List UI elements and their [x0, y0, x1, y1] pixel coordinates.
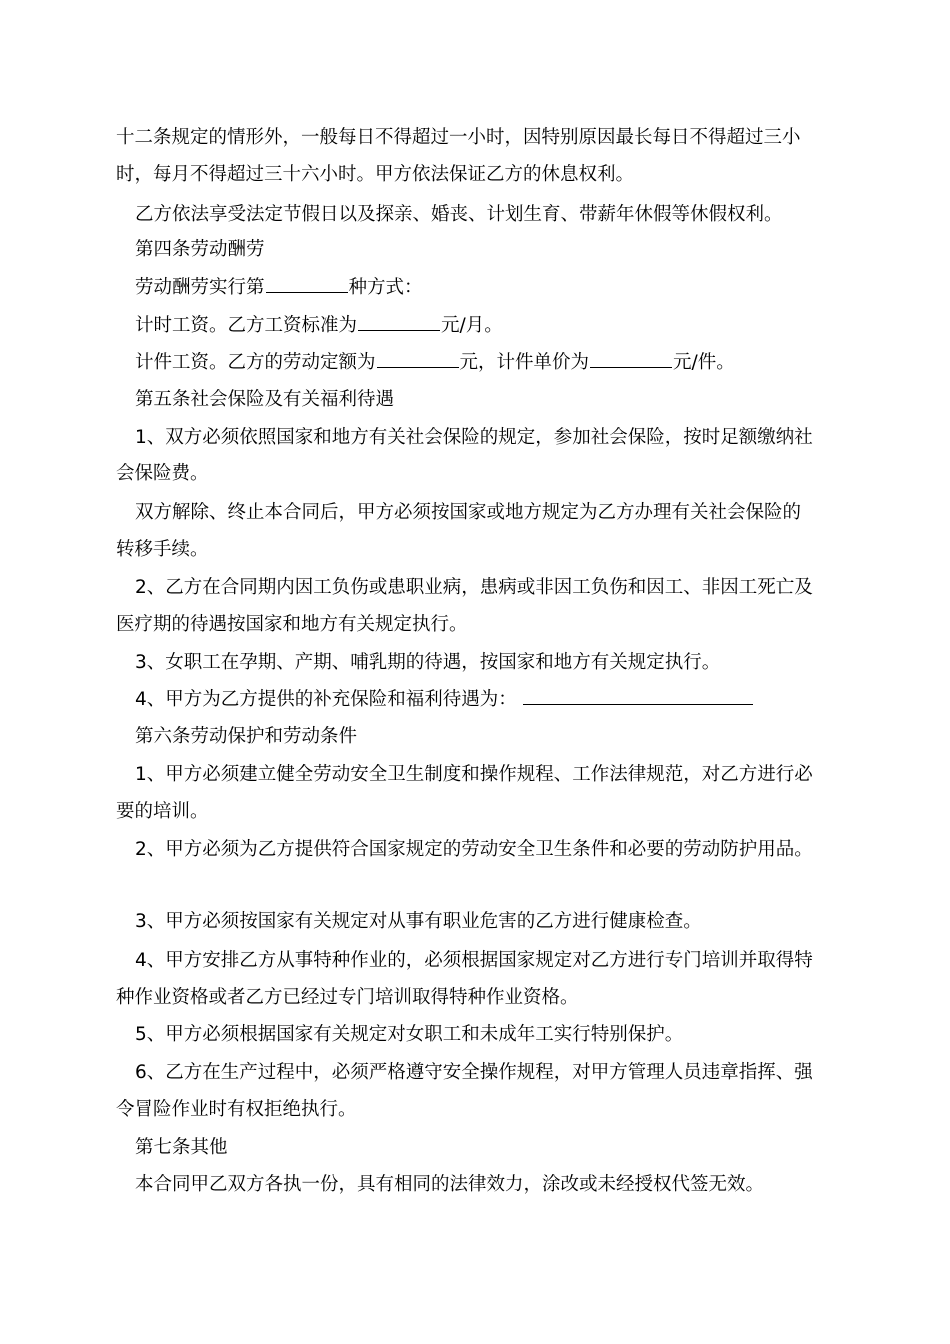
text-segment: 4、甲方为乙方提供的补充保险和福利待遇为： [135, 689, 517, 710]
text-segment: 计件工资。乙方的劳动定额为 [135, 352, 376, 373]
text-line: 3、女职工在孕期、产期、哺乳期的待遇，按国家和地方有关规定执行。 [135, 652, 721, 673]
text-line: 十二条规定的情形外，一般每日不得超过一小时，因特别原因最长每日不得超过三小 [116, 127, 801, 148]
text-line: 1、双方必须依照国家和地方有关社会保险的规定，参加社会保险，按时足额缴纳社 [135, 427, 813, 448]
text-line: 1、甲方必须建立健全劳动安全卫生制度和操作规程、工作法律规范，对乙方进行必 [135, 764, 813, 785]
text-line: 乙方依法享受法定节假日以及探亲、婚丧、计划生育、带薪年休假等休假权利。 [135, 204, 783, 225]
section-heading: 第六条劳动保护和劳动条件 [135, 726, 358, 747]
text-segment: 元/件。 [673, 352, 735, 373]
text-line: 令冒险作业时有权拒绝执行。 [116, 1099, 357, 1120]
text-line: 6、乙方在生产过程中，必须严格遵守安全操作规程，对甲方管理人员违章指挥、强 [135, 1062, 813, 1083]
text-segment: 劳动酬劳实行第 [135, 277, 265, 298]
text-line: 3、甲方必须按国家有关规定对从事有职业危害的乙方进行健康检查。 [135, 911, 702, 932]
text-line: 5、甲方必须根据国家有关规定对女职工和未成年工实行特别保护。 [135, 1024, 684, 1045]
text-line [135, 273, 835, 303]
text-line [135, 311, 835, 341]
text-line: 转移手续。 [116, 539, 209, 560]
fill-in-blank [266, 273, 348, 293]
text-line: 医疗期的待遇按国家和地方有关规定执行。 [116, 614, 468, 635]
text-line [135, 685, 835, 715]
section-heading: 第四条劳动酬劳 [135, 239, 265, 260]
text-line: 时，每月不得超过三十六小时。甲方依法保证乙方的休息权利。 [116, 164, 635, 185]
text-line [135, 348, 835, 378]
text-line: 会保险费。 [116, 463, 209, 484]
text-line: 2、乙方在合同期内因工负伤或患职业病，患病或非因工负伤和因工、非因工死亡及 [135, 577, 813, 598]
section-heading: 第五条社会保险及有关福利待遇 [135, 389, 395, 410]
fill-in-blank [358, 311, 440, 331]
text-line: 本合同甲乙双方各执一份，具有相同的法律效力，涂改或未经授权代签无效。 [135, 1174, 765, 1195]
text-line: 要的培训。 [116, 801, 209, 822]
fill-in-blank [590, 348, 672, 368]
text-segment: 种方式： [348, 277, 423, 298]
text-line: 4、甲方安排乙方从事特种作业的，必须根据国家规定对乙方进行专门培训并取得特 [135, 950, 813, 971]
fill-in-blank [523, 685, 753, 705]
text-line: 双方解除、终止本合同后，甲方必须按国家或地方规定为乙方办理有关社会保险的 [135, 502, 802, 523]
text-line: 种作业资格或者乙方已经过专门培训取得特种作业资格。 [116, 987, 579, 1008]
section-heading: 第七条其他 [135, 1137, 228, 1158]
text-line: 2、甲方必须为乙方提供符合国家规定的劳动安全卫生条件和必要的劳动防护用品。 [135, 839, 813, 860]
text-segment: 元，计件单价为 [459, 352, 590, 373]
text-segment: 计时工资。乙方工资标准为 [135, 315, 358, 336]
text-segment: 元/月。 [441, 315, 503, 336]
fill-in-blank [377, 348, 459, 368]
